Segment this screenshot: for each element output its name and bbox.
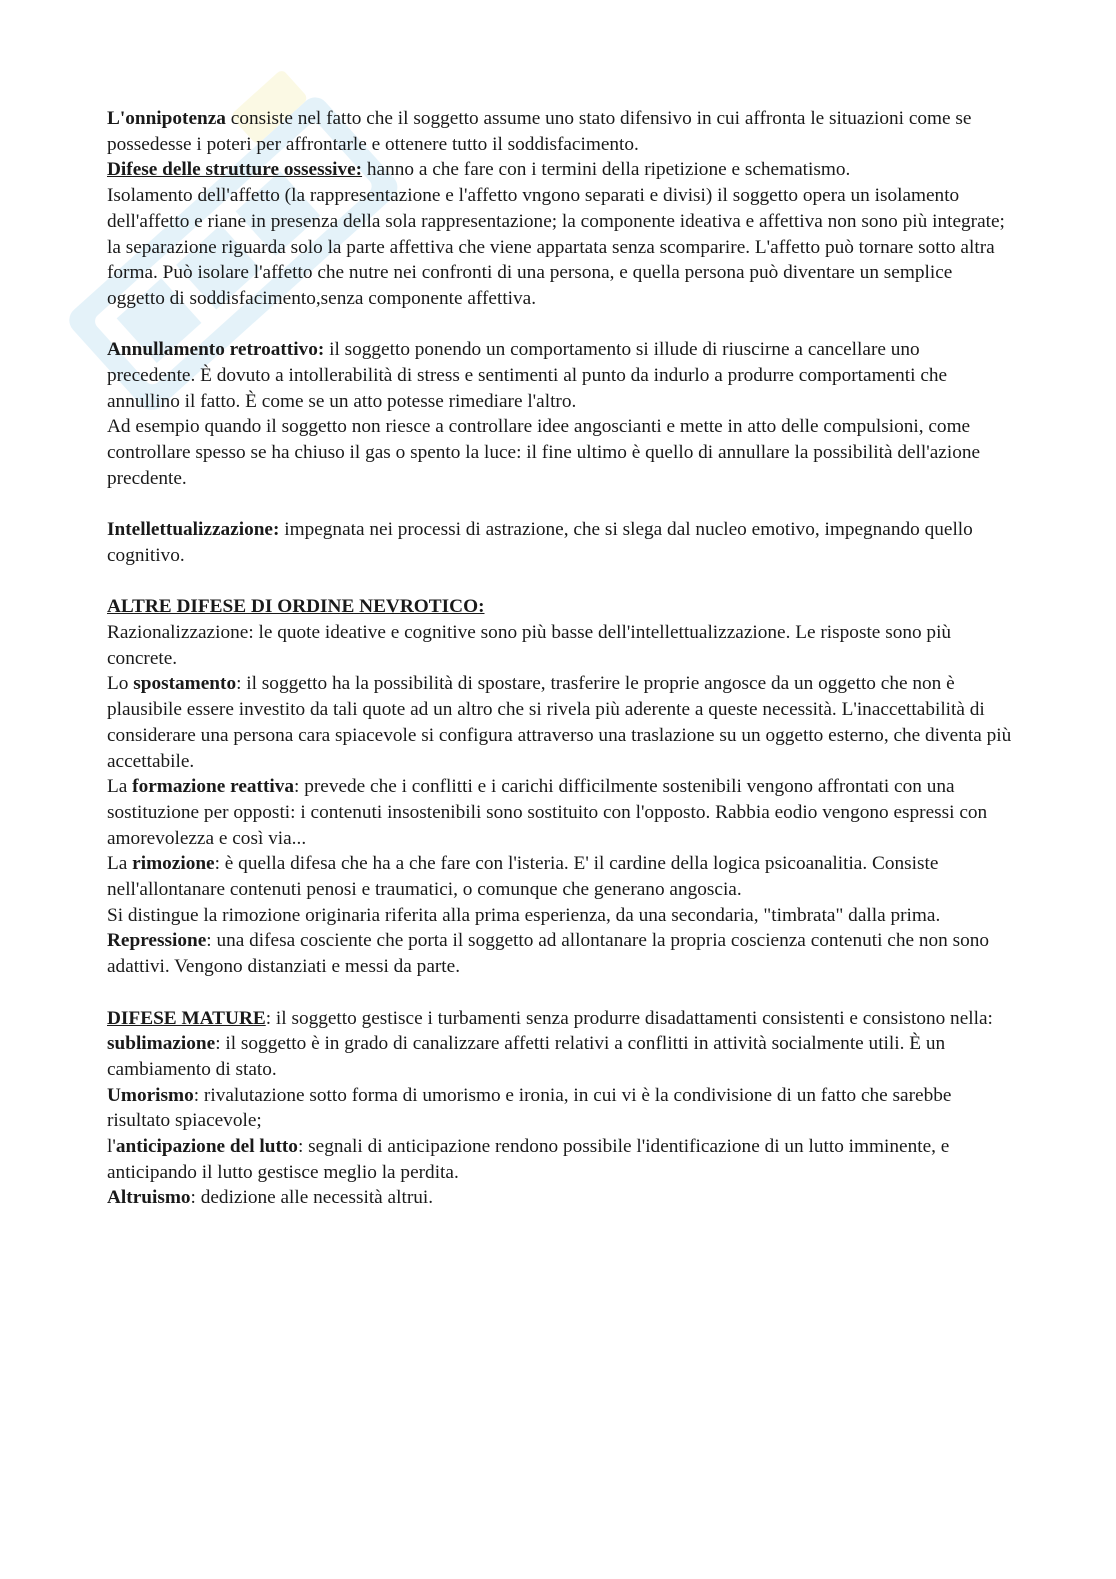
- paragraph-ossessive: Difese delle strutture ossessive: hanno a che fare con i termini della ripetizione e schematismo.: [107, 159, 851, 181]
- heading-ossessive: Difese delle strutture ossessive:: [107, 159, 363, 181]
- paragraph-repressione: Repressione: una difesa cosciente che porta il soggetto ad allontanare la propria coscienza contenuti che non sono adattivi. Vengono distanziati e messi da parte.: [107, 930, 990, 978]
- paragraph-mature: DIFESE MATURE: il soggetto gestisce i turbamenti senza produrre disadattamenti consistenti e consistono nella:: [107, 1007, 993, 1029]
- term-formazione-reattiva: formazione reattiva: [132, 776, 295, 798]
- paragraph-rimozione: La rimozione: è quella difesa che ha a che fare con l'isteria. E' il cardine della logica psicoanalitia. Consiste nell'allontanare contenuti penosi e traumatici, o comunque che generano angoscia.: [107, 853, 939, 901]
- document-body: [107, 106, 1012, 1211]
- heading-nevrotico: ALTRE DIFESE DI ORDINE NEVROTICO:: [107, 596, 485, 618]
- paragraph-formazione: La formazione reattiva: prevede che i conflitti e i carichi difficilmente sostenibili vengono affrontati con una sostituzione per opposti: i contenuti insostenibili sono sostituito con l'opposto. Rabbia eodio vengono espressi con amorevolezza e così via...: [107, 776, 988, 849]
- term-annullamento: Annullamento retroattivo:: [107, 339, 325, 361]
- paragraph-onnipotenza: L'onnipotenza consiste nel fatto che il soggetto assume uno stato difensivo in cui affronta le situazioni come se possedesse i poteri per affrontarle e ottenere tutto il soddisfacimento.: [107, 108, 972, 155]
- term-sublimazione: sublimazione: [107, 1033, 216, 1055]
- term-intellettualizzazione: Intellettualizzazione:: [107, 519, 280, 541]
- paragraph-altruismo: Altruismo: dedizione alle necessità altrui.: [107, 1187, 434, 1209]
- term-spostamento: spostamento: [133, 673, 237, 695]
- paragraph-intellettualizzazione: Intellettualizzazione: impegnata nei processi di astrazione, che si slega dal nucleo emotivo, impegnando quello cognitivo.: [107, 519, 973, 566]
- term-repressione: Repressione: [107, 930, 207, 952]
- paragraph-esempio: Ad esempio quando il soggetto non riesce a controllare idee angoscianti e mette in atto delle compulsioni, come controllare spesso se ha chiuso il gas o spento la luce: il fine ultimo è quello di annullare la possibilità dell'azione precdente.: [107, 416, 981, 489]
- term-rimozione: rimozione: [132, 853, 215, 875]
- term-anticipazione-lutto: anticipazione del lutto: [115, 1136, 298, 1158]
- heading-mature: DIFESE MATURE: [107, 1007, 266, 1029]
- paragraph-annullamento: Annullamento retroattivo: il soggetto ponendo un comportamento si illude di riuscirne a cancellare uno precedente. È dovuto a intollerabilità di stress e sentimenti al punto da indurlo a produrre comportamenti che annullino il fatto. È come se un atto potesse rimediare l'altro.: [107, 339, 948, 412]
- paragraph-sublimazione: sublimazione: il soggetto è in grado di canalizzare affetti relativi a conflitti in attività socialmente utili. È un cambiamento di stato.: [107, 1033, 946, 1080]
- paragraph-lutto: l'anticipazione del lutto: segnali di anticipazione rendono possibile l'identificazione di un lutto imminente, e anticipando il lutto gestisce meglio la perdita.: [107, 1136, 950, 1183]
- term-onnipotenza: L'onnipotenza: [107, 108, 226, 129]
- paragraph-distingue: Si distingue la rimozione originaria riferita alla prima esperienza, da una secondaria, "timbrata" dalla prima.: [107, 904, 941, 926]
- term-altruismo: Altruismo: [107, 1187, 191, 1209]
- term-umorismo: Umorismo: [107, 1084, 194, 1106]
- paragraph-isolamento: Isolamento dell'affetto (la rappresentazione e l'affetto vngono separati e divisi) il soggetto opera un isolamento dell'affetto e riane in presenza della sola rappresentazione; la componente ideativa e affettiva non sono più integrate; la separazione riguarda solo la parte affettiva che viene appartata senza scomparire. L'affetto può tornare sotto altra forma. Può isolare l'affetto che nutre nei confronti di una persona, e quella persona può diventare un semplice oggetto di soddisfacimento,senza componente affettiva.: [107, 185, 1005, 309]
- paragraph-umorismo: Umorismo: rivalutazione sotto forma di umorismo e ironia, in cui vi è la condivisione di un fatto che sarebbe risultato spiacevole;: [107, 1084, 952, 1132]
- paragraph-razionalizzazione: Razionalizzazione: le quote ideative e cognitive sono più basse dell'intellettualizzazione. Le risposte sono più concrete.: [107, 622, 952, 669]
- paragraph-spostamento: Lo spostamento: il soggetto ha la possibilità di spostare, trasferire le proprie angosce da un oggetto che non è plausibile essere investito da tali quote ad un altro che si rivela più aderente a queste necessità. L'inaccettabilità di considerare una persona cara spiacevole si configura attraverso una traslazione su un oggetto esterno, che diventa più accettabile.: [107, 673, 1012, 772]
